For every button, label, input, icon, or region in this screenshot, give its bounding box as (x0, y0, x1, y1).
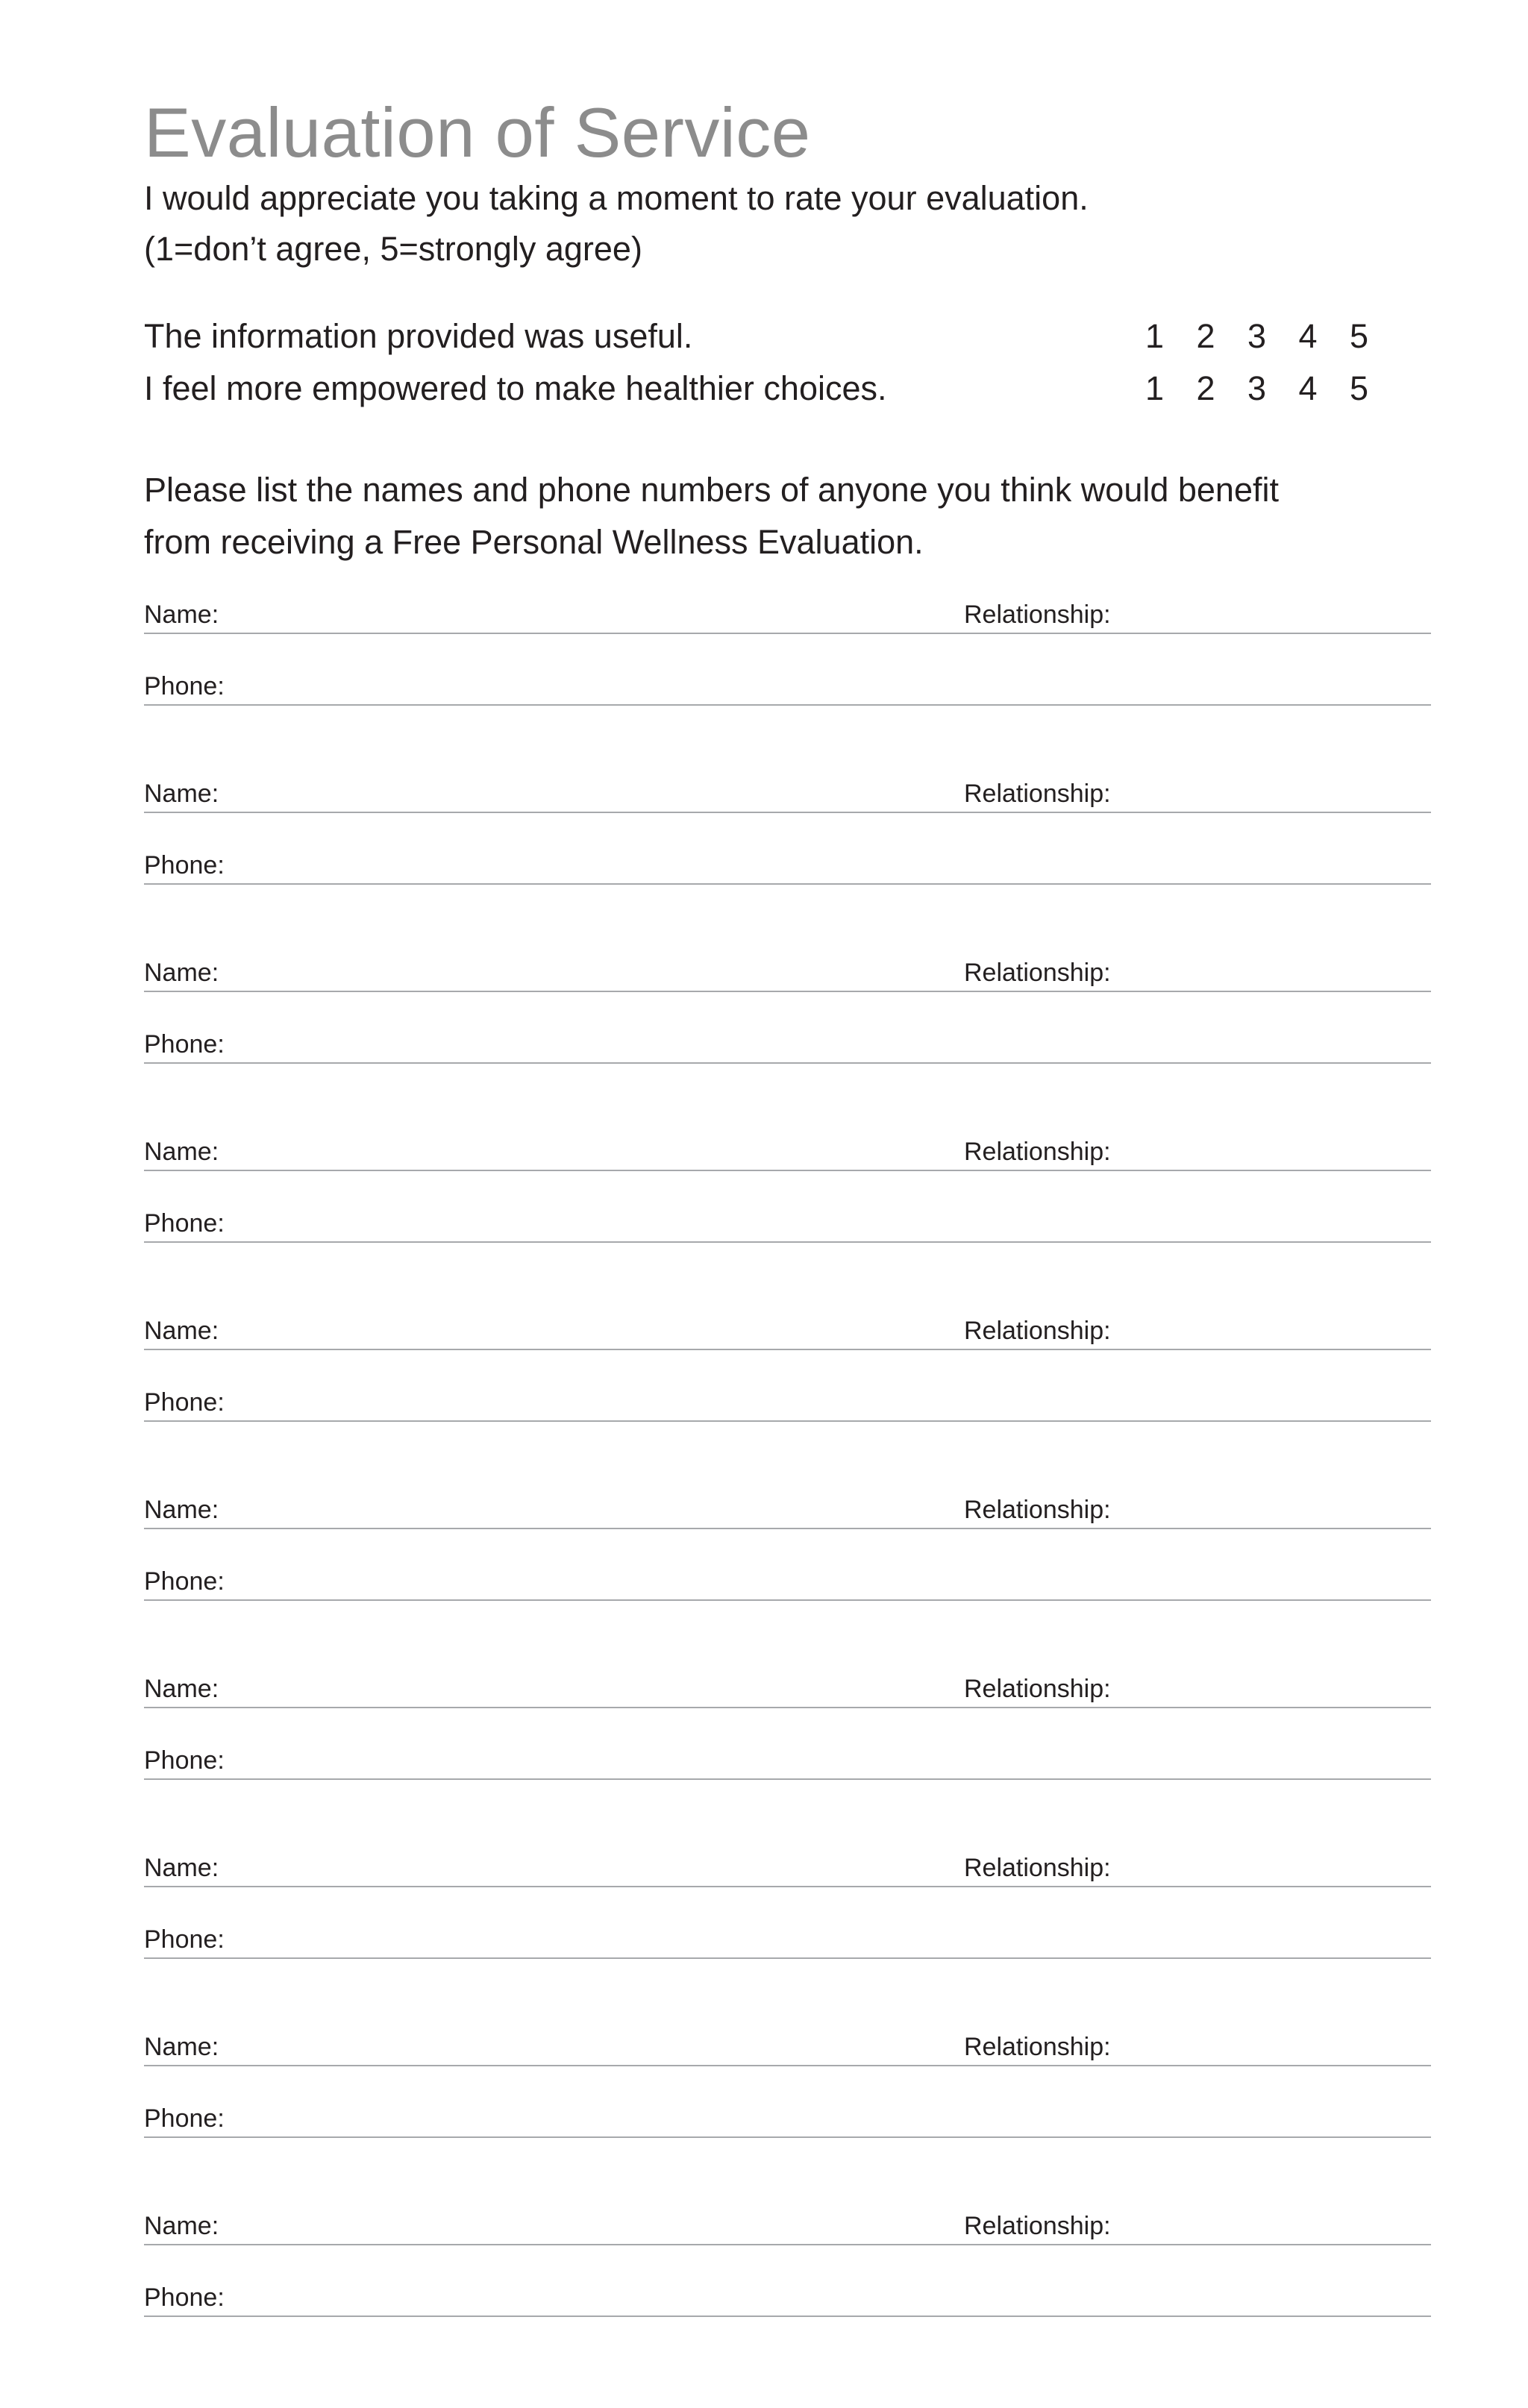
name-label: Name: (144, 959, 219, 987)
name-line (144, 1850, 1431, 1887)
referral-list (144, 597, 1431, 2387)
relationship-field[interactable] (1121, 2029, 1431, 2065)
relationship-label: Relationship: (964, 1675, 1111, 1703)
phone-field[interactable] (237, 847, 1431, 883)
phone-label: Phone: (144, 672, 225, 700)
name-line (144, 597, 1431, 634)
relationship-field[interactable] (1121, 2208, 1431, 2244)
name-field[interactable] (234, 1492, 950, 1528)
name-label: Name: (144, 1138, 219, 1166)
relationship-field[interactable] (1121, 1492, 1431, 1528)
page-title: Evaluation of Service (144, 93, 811, 172)
referral-entry (144, 597, 1431, 776)
phone-label: Phone: (144, 1746, 225, 1775)
phone-label: Phone: (144, 1030, 225, 1059)
phone-field[interactable] (237, 1743, 1431, 1778)
rating-statement: The information provided was useful. (144, 317, 693, 355)
phone-field[interactable] (237, 1385, 1431, 1420)
rating-option-4[interactable]: 4 (1298, 369, 1318, 407)
intro-text (144, 173, 1431, 275)
referral-entry (144, 1492, 1431, 1671)
referral-entry (144, 1850, 1431, 2029)
phone-label: Phone: (144, 1209, 225, 1238)
intro-line-2: (1=don’t agree, 5=strongly agree) (144, 230, 642, 268)
relationship-field[interactable] (1121, 1850, 1431, 1886)
relationship-field[interactable] (1121, 1134, 1431, 1170)
name-field[interactable] (234, 2029, 950, 2065)
relationship-label: Relationship: (964, 1496, 1111, 1524)
phone-line (144, 1922, 1431, 1959)
phone-label: Phone: (144, 2104, 225, 2133)
name-line (144, 955, 1431, 992)
relationship-field[interactable] (1121, 955, 1431, 991)
relationship-label: Relationship: (964, 780, 1111, 808)
relationship-label: Relationship: (964, 959, 1111, 987)
phone-field[interactable] (237, 1026, 1431, 1062)
name-field[interactable] (234, 1134, 950, 1170)
rating-option-1[interactable]: 1 (1145, 369, 1165, 407)
name-label: Name: (144, 1854, 219, 1882)
referral-prompt-line-1: Please list the names and phone numbers of anyone you think would benefit (144, 471, 1279, 509)
referral-entry (144, 2208, 1431, 2387)
relationship-label: Relationship: (964, 1317, 1111, 1345)
name-label: Name: (144, 780, 219, 808)
referral-entry (144, 955, 1431, 1134)
relationship-field[interactable] (1121, 1313, 1431, 1349)
relationship-label: Relationship: (964, 1854, 1111, 1882)
phone-label: Phone: (144, 1567, 225, 1596)
phone-field[interactable] (237, 2280, 1431, 2315)
rating-row (144, 310, 1431, 363)
relationship-field[interactable] (1121, 1671, 1431, 1707)
name-field[interactable] (234, 1671, 950, 1707)
name-field[interactable] (234, 776, 950, 812)
name-line (144, 2208, 1431, 2245)
phone-label: Phone: (144, 2283, 225, 2312)
phone-line (144, 2280, 1431, 2317)
name-field[interactable] (234, 955, 950, 991)
rating-option-3[interactable]: 3 (1247, 369, 1267, 407)
phone-field[interactable] (237, 1205, 1431, 1241)
name-field[interactable] (234, 1313, 950, 1349)
referral-prompt (144, 464, 1431, 568)
name-line (144, 2029, 1431, 2066)
evaluation-form (144, 90, 1431, 2387)
rating-section (144, 310, 1431, 415)
rating-option-2[interactable]: 2 (1196, 317, 1215, 355)
phone-line (144, 1205, 1431, 1243)
phone-field[interactable] (237, 1564, 1431, 1599)
rating-scale (1145, 363, 1401, 415)
name-field[interactable] (234, 2208, 950, 2244)
phone-label: Phone: (144, 1388, 225, 1417)
name-label: Name: (144, 2212, 219, 2240)
phone-field[interactable] (237, 1922, 1431, 1957)
phone-line (144, 1385, 1431, 1422)
name-line (144, 1313, 1431, 1350)
rating-option-3[interactable]: 3 (1247, 317, 1267, 355)
phone-line (144, 1743, 1431, 1780)
relationship-label: Relationship: (964, 601, 1111, 629)
phone-field[interactable] (237, 2101, 1431, 2136)
phone-line (144, 1026, 1431, 1064)
phone-label: Phone: (144, 851, 225, 880)
name-field[interactable] (234, 597, 950, 633)
name-label: Name: (144, 1496, 219, 1524)
relationship-label: Relationship: (964, 2033, 1111, 2061)
name-label: Name: (144, 2033, 219, 2061)
rating-row (144, 363, 1431, 415)
name-label: Name: (144, 1317, 219, 1345)
phone-line (144, 668, 1431, 706)
phone-line (144, 1564, 1431, 1601)
name-line (144, 1671, 1431, 1708)
referral-entry (144, 1313, 1431, 1492)
rating-option-2[interactable]: 2 (1196, 369, 1215, 407)
phone-line (144, 847, 1431, 885)
relationship-field[interactable] (1121, 597, 1431, 633)
relationship-label: Relationship: (964, 2212, 1111, 2240)
name-label: Name: (144, 1675, 219, 1703)
relationship-field[interactable] (1121, 776, 1431, 812)
referral-entry (144, 1671, 1431, 1850)
phone-label: Phone: (144, 1925, 225, 1954)
rating-option-1[interactable]: 1 (1145, 317, 1165, 355)
rating-scale (1145, 310, 1401, 363)
name-line (144, 776, 1431, 813)
rating-statement: I feel more empowered to make healthier choices. (144, 369, 887, 407)
phone-line (144, 2101, 1431, 2138)
relationship-label: Relationship: (964, 1138, 1111, 1166)
referral-entry (144, 1134, 1431, 1313)
name-line (144, 1492, 1431, 1529)
referral-entry (144, 776, 1431, 955)
referral-entry (144, 2029, 1431, 2208)
name-label: Name: (144, 601, 219, 629)
intro-line-1: I would appreciate you taking a moment to rate your evaluation. (144, 179, 1089, 217)
rating-option-5[interactable]: 5 (1350, 369, 1369, 407)
name-field[interactable] (234, 1850, 950, 1886)
rating-option-4[interactable]: 4 (1298, 317, 1318, 355)
rating-option-5[interactable]: 5 (1350, 317, 1369, 355)
phone-field[interactable] (237, 668, 1431, 704)
name-line (144, 1134, 1431, 1171)
referral-prompt-line-2: from receiving a Free Personal Wellness Evaluation. (144, 523, 924, 561)
